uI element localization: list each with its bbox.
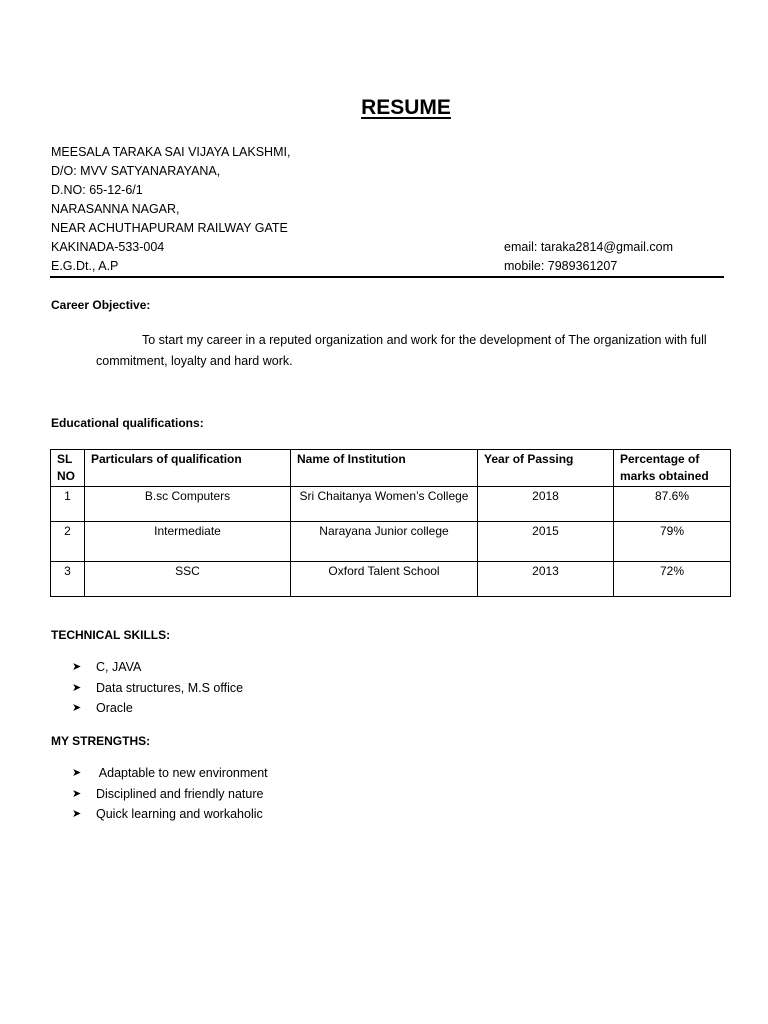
strengths-heading: MY STRENGTHS: [51, 734, 151, 748]
column-header-institution: Name of Institution [291, 450, 478, 487]
column-header-year: Year of Passing [478, 450, 614, 487]
list-item [72, 657, 243, 678]
cell-percentage: 72% [614, 562, 731, 597]
cell-qualification: Intermediate [85, 522, 291, 562]
cell-institution: Narayana Junior college [291, 522, 478, 562]
email-text: email: taraka2814@gmail.com [504, 240, 674, 254]
skill-text: Data structures, M.S office [96, 680, 244, 695]
cell-percentage: 87.6% [614, 487, 731, 522]
career-objective-text [96, 330, 716, 372]
address-line-landmark: NEAR ACHUTHAPURAM RAILWAY GATE [51, 221, 288, 235]
technical-skills-list [72, 657, 243, 719]
list-item [72, 763, 268, 784]
address-line-locality: NARASANNA NAGAR, [51, 202, 180, 216]
career-objective-body: To start my career in a reputed organization and work for the development of The organization with full commitment, loyalty and hard work. [96, 333, 707, 368]
resume-title: RESUME [361, 96, 451, 119]
table-row [51, 522, 731, 562]
arrowhead-bullet-icon: ➤ [72, 808, 82, 820]
address-line-parent: D/O: MVV SATYANARAYANA, [51, 164, 221, 178]
strength-text: Disciplined and friendly nature [96, 786, 264, 801]
cell-percentage: 79% [614, 522, 731, 562]
address-block [51, 143, 290, 276]
education-heading: Educational qualifications: [51, 416, 204, 430]
mobile-text: mobile: 7989361207 [504, 259, 618, 273]
column-header-qualification: Particulars of qualification [85, 450, 291, 487]
skill-text: Oracle [96, 701, 133, 715]
address-line-name: MEESALA TARAKA SAI VIJAYA LAKSHMI, [51, 145, 291, 159]
contact-block [504, 238, 673, 276]
strength-text: Adaptable to new environment [96, 766, 268, 780]
career-objective-heading: Career Objective: [51, 298, 151, 312]
address-line-city: KAKINADA-533-004 [51, 240, 165, 254]
address-line-door-number: D.NO: 65-12-6/1 [51, 183, 143, 197]
arrowhead-bullet-icon: ➤ [72, 681, 82, 694]
column-header-percentage: Percentage of marks obtained [614, 450, 731, 487]
address-line-district: E.G.Dt., A.P [51, 259, 119, 273]
education-table [50, 449, 731, 597]
table-row [51, 562, 731, 597]
cell-qualification: B.sc Computers [85, 487, 291, 522]
table-header-row [51, 450, 731, 487]
list-item [72, 678, 243, 699]
column-header-sl-no: SL NO [51, 450, 85, 487]
cell-sl: 1 [51, 487, 85, 522]
list-item [72, 804, 268, 825]
cell-year: 2013 [478, 562, 614, 597]
technical-skills-heading: TECHNICAL SKILLS: [51, 628, 171, 642]
arrowhead-bullet-icon: ➤ [72, 661, 82, 673]
list-item [72, 698, 243, 719]
strengths-list [72, 763, 268, 825]
cell-qualification: SSC [85, 562, 291, 597]
cell-institution: Oxford Talent School [291, 562, 478, 597]
arrowhead-bullet-icon: ➤ [72, 702, 82, 714]
cell-sl: 2 [51, 522, 85, 562]
cell-sl: 3 [51, 562, 85, 597]
header-divider [50, 276, 724, 278]
arrowhead-bullet-icon: ➤ [72, 767, 82, 779]
table-row [51, 487, 731, 522]
cell-year: 2015 [478, 522, 614, 562]
arrowhead-bullet-icon: ➤ [72, 787, 82, 800]
skill-text: C, JAVA [96, 660, 142, 674]
strength-text: Quick learning and workaholic [96, 807, 263, 821]
list-item [72, 784, 268, 805]
cell-year: 2018 [478, 487, 614, 522]
cell-institution: Sri Chaitanya Women’s College [291, 487, 478, 522]
